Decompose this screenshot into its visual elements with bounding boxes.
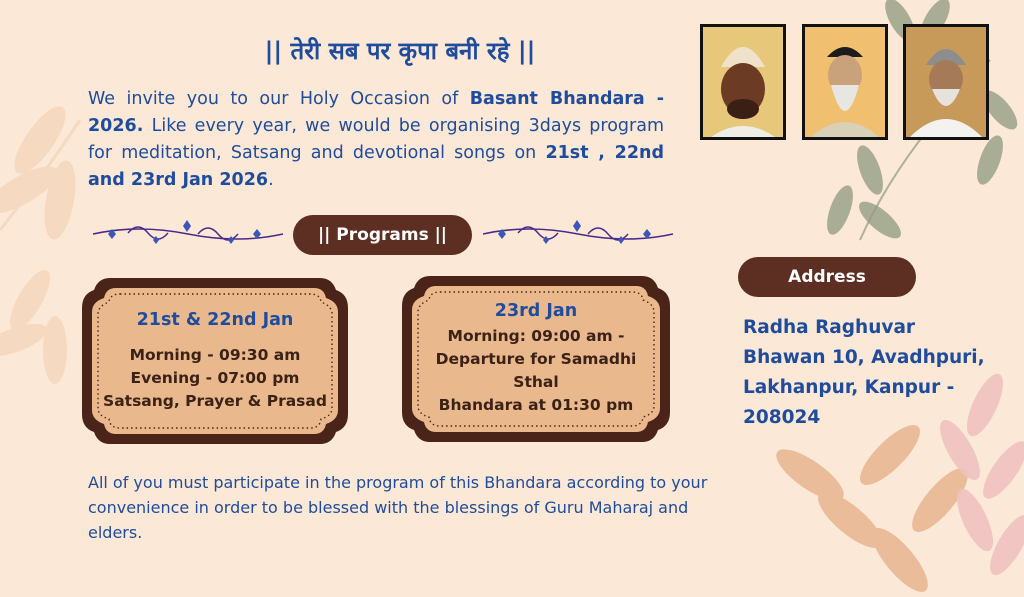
event-name: Basant Bhandara - 2026. bbox=[88, 89, 664, 136]
page-title: || तेरी सब पर कृपा बनी रहे || bbox=[264, 37, 536, 65]
portrait-photo bbox=[903, 24, 989, 140]
address-line: 208024 bbox=[743, 407, 821, 428]
program-date: 23rd Jan bbox=[494, 301, 578, 321]
program-line: Sthal bbox=[513, 373, 559, 391]
portrait-photo bbox=[700, 24, 786, 140]
portrait-photo bbox=[802, 24, 888, 140]
program-line: Evening - 07:00 pm bbox=[130, 368, 300, 387]
program-line: Satsang, Prayer & Prasad bbox=[103, 391, 327, 410]
program-line: Departure for Samadhi bbox=[435, 350, 637, 368]
flourish-ornament-right bbox=[478, 216, 678, 250]
program-line: Morning - 09:30 am bbox=[129, 345, 301, 364]
program-card bbox=[400, 270, 672, 448]
event-dates: 21st , 22nd and 23rd Jan 2026 bbox=[88, 143, 664, 190]
program-line: Bhandara at 01:30 pm bbox=[438, 396, 634, 414]
program-line: Morning: 09:00 am - bbox=[447, 327, 625, 345]
program-card bbox=[80, 272, 350, 450]
program-date: 21st & 22nd Jan bbox=[136, 309, 294, 330]
address-line: Radha Raghuvar bbox=[743, 317, 916, 338]
address-line: Bhawan 10, Avadhpuri, bbox=[743, 347, 985, 368]
closing-text: All of you must participate in the program of this Bhandara according to your convenience in order to be blessed with the blessings of Guru Maharaj and elders. bbox=[88, 473, 708, 542]
address-heading: Address bbox=[738, 257, 916, 297]
address-line: Lakhanpur, Kanpur - bbox=[743, 377, 955, 398]
programs-heading: || Programs || bbox=[293, 215, 472, 255]
invitation-text: We invite you to our Holy Occasion of Basant Bhandara - 2026. Like every year, we would be organising 3days program for meditation, Satsang and devotional songs on 21st , 22nd and 23rd Jan 2026. bbox=[88, 89, 664, 190]
flourish-ornament-left bbox=[88, 216, 288, 250]
address-block bbox=[743, 313, 1003, 433]
